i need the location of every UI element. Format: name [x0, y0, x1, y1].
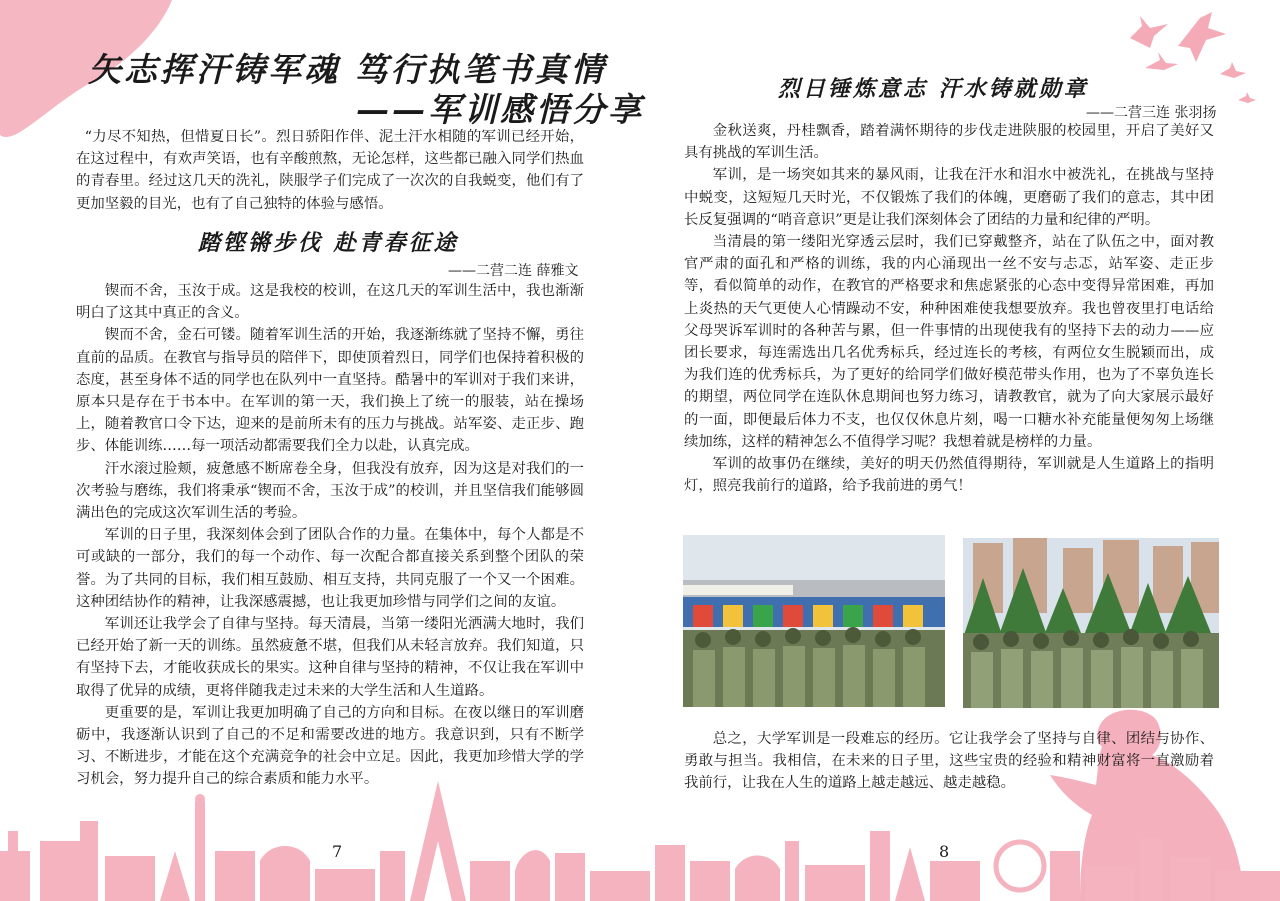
page-number: 8: [939, 842, 950, 861]
paragraph: 当清晨的第一缕阳光穿透云层时，我们已穿戴整齐，站在了队伍之中，面对教官严肃的面孔和严格的训练，我的内心涌现出一丝不安与忐忑，站军姿、走正步等，看似简单的动作，在教官的严格要求和焦虑紧张的心态中变得异常困难，再加上炎热的天气更使人心情躁动不安，种种困难使我想要放弃。我也曾夜里打电话给父母哭诉军训时的各种苦与累，但一件事情的出现使我有的坚持下去的动力——应团长要求，每连需选出几名优秀标兵，经过连长的考核，有两位女生脱颖而出，成为我们连的优秀标兵，为了更好的给同学们做好模范带头作用，也为了不辜负连长的期望，两位同学在连队休息期间也努力练习，请教教官，就为了向大家展示最好的一面，即便最后体力不支，也仅仅休息片刻，喝一口糖水补充能量便匆匆上场继续加练，这样的精神怎么不值得学习呢？我想着就是榜样的力量。: [684, 234, 1214, 450]
byline: ——二营二连 薛雅文: [448, 263, 579, 279]
paragraph: 军训的故事仍在继续，美好的明天仍然值得期待，军训就是人生道路上的指明灯，照亮我前行的道路，给予我前进的勇气！: [684, 456, 1214, 495]
paragraph: 军训的日子里，我深刻体会到了团队合作的力量。在集体中，每个人都是不可或缺的一部分，我们的每一个动作、每一次配合都直接关系到整个团队的荣誉。为了共同的目标，我们相互鼓励、相互支持，共同克服了一个又一个困难。这种团结协作的精神，让我深感震撼，也让我更加珍惜与同学们之间的友谊。: [76, 527, 584, 610]
article-title: 踏铿锵步伐 赴青春征途: [198, 230, 459, 256]
paragraph: 更重要的是，军训让我更加明确了自己的方向和目标。在夜以继日的军训磨砺中，我逐渐认识到了自己的不足和需要改进的地方。我意识到，只有不断学习、不断进步，才能在这个充满竞争的社会中立足。因此，我更加珍惜大学的学习机会，努力提升自己的综合素质和能力水平。: [76, 704, 584, 788]
paragraph: 总之，大学军训是一段难忘的经历。它让我学会了坚持与自律、团结与协作、勇敢与担当。我相信，在未来的日子里，这些宝贵的经验和精神财富将一直激励着我前行，让我在人生的道路上越走越远、越走越稳。: [684, 731, 1214, 792]
paragraph: 锲而不舍，金石可镂。随着军训生活的开始，我逐渐练就了坚持不懈，勇往直前的品质。在教官与指导员的陪伴下，即使顶着烈日，同学们也保持着积极的态度，甚至身体不适的同学也在队列中一直坚持。酷暑中的军训对于我们来讲，原本只是存在于书本中。在军训的第一天，我们换上了统一的服装，站在操场上，随着教官口令下达，迎来的是前所未有的压力与挑战。站军姿、走正步、跑步、体能训练……每一项活动都需要我们全力以赴，认真完成。: [76, 327, 584, 455]
article-body: [684, 120, 1214, 497]
paragraph: 锲而不舍，玉汝于成。这是我校的校训，在这几天的军训生活中，我也渐渐明白了这其中真正的含义。: [76, 283, 584, 322]
paragraph: 军训还让我学会了自律与坚持。每天清晨，当第一缕阳光洒满大地时，我们已经开始了新一天的训练。虽然疲惫不堪，但我们从未轻言放弃。我们知道，只有坚持下去，才能收获成长的果实。这种自律与坚持的精神，不仅让我在军训中取得了优异的成绩，更将伴随我走过未来的大学生活和人生道路。: [76, 616, 584, 699]
page-subtitle: ——军训感悟分享: [356, 90, 644, 129]
intro-text: “力尽不知热，但惜夏日长”。烈日骄阳作伴、泥土汗水相随的军训已经开始，在这过程中，有欢声笑语，也有辛酸煎熬，无论怎样，这些都已融入同学们热血的青春里。经过这几天的洗礼，陕服学子们完成了一次次的自我蜕变，他们有了更加坚毅的目光，也有了自己独特的体验与感悟。: [76, 129, 584, 212]
paragraph: 金秋送爽，丹桂飘香，踏着满怀期待的步伐走进陕服的校园里，开启了美好又具有挑战的军训生活。: [684, 123, 1214, 162]
conclusion-paragraph: [684, 728, 1214, 795]
intro-paragraph: [76, 126, 584, 215]
training-photo-1: [683, 535, 945, 707]
article-title: 烈日锤炼意志 汗水铸就勋章: [778, 76, 1089, 102]
page-number: 7: [332, 842, 343, 861]
article-body: [76, 280, 584, 791]
training-photo-2: [963, 538, 1219, 708]
paragraph: 军训，是一场突如其来的暴风雨，让我在汗水和泪水中被洗礼，在挑战与坚持中蜕变，这短短几天时光，不仅锻炼了我们的体魄，更磨砺了我们的意志，其中团长反复强调的“哨音意识”更是让我们深刻体会了团结的力量和纪律的严明。: [684, 167, 1214, 228]
page-title: 矢志挥汗铸军魂 笃行执笔书真情: [88, 50, 607, 89]
paragraph: 汗水滚过脸颊，疲惫感不断席卷全身，但我没有放弃，因为这是对我们的一次考验与磨练，我们将秉承“锲而不舍，玉汝于成”的校训，并且坚信我们能够圆满出色的完成这次军训生活的考验。: [76, 460, 584, 522]
byline: ——二营三连 张羽扬: [1086, 105, 1217, 121]
right-page: [640, 0, 1280, 901]
